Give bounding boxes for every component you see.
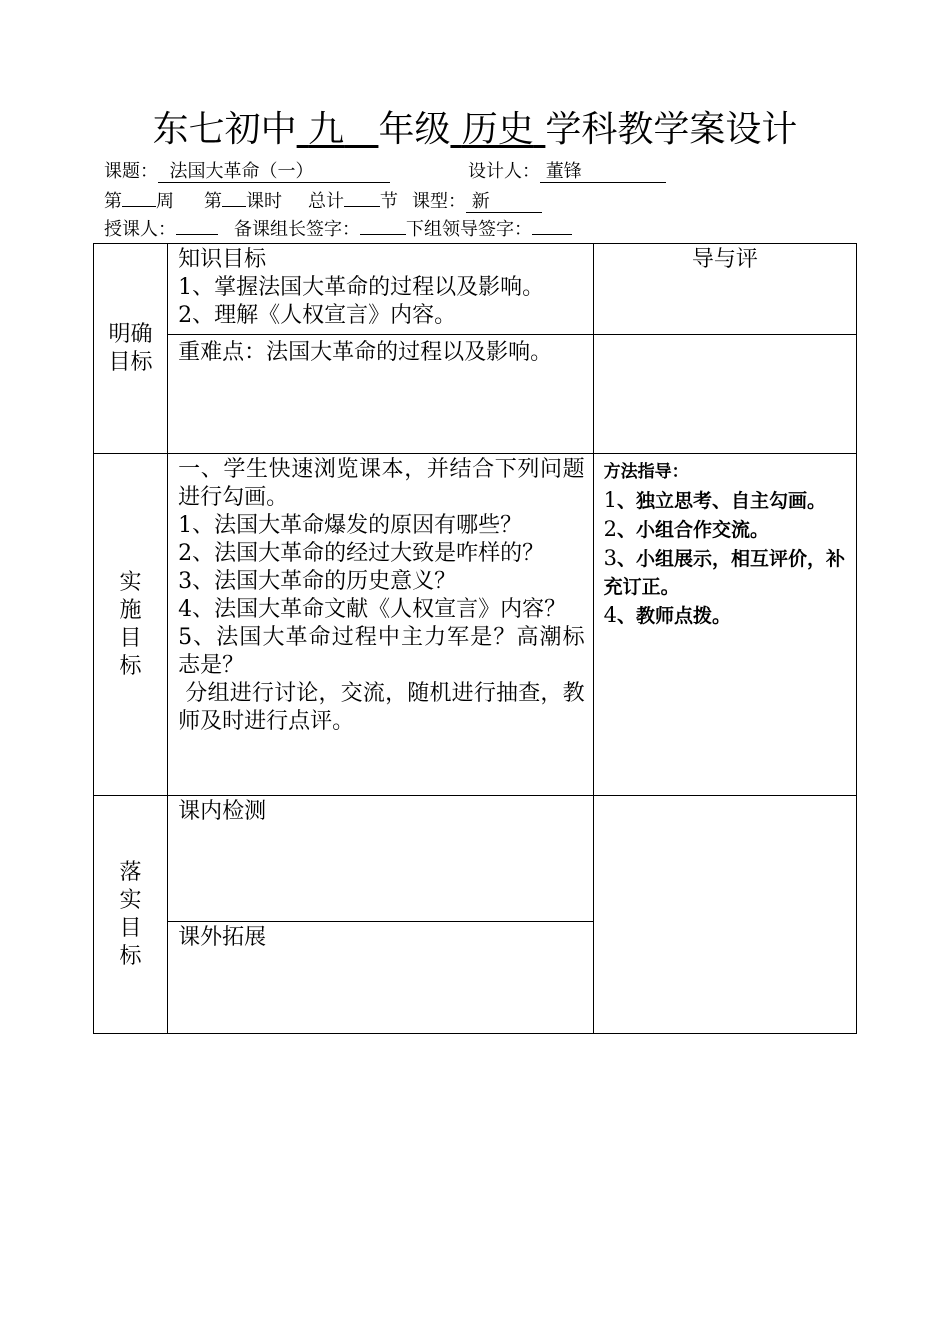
knowledge-item-2: 2、理解《人权宣言》内容。 — [178, 303, 457, 328]
week-blank — [122, 188, 156, 207]
guide-cell-empty-1 — [593, 335, 856, 454]
extension-cell — [168, 922, 594, 1034]
total-label: 总计 — [308, 191, 344, 212]
subject-value: 历史 — [461, 109, 534, 150]
lesson-prefix: 第 — [204, 191, 222, 212]
title-suffix: 学科教学案设计 — [545, 109, 798, 150]
extension-title: 课外拓展 — [178, 925, 267, 950]
row-implementation — [94, 454, 857, 796]
label-implementation: 实 施 目 标 — [94, 454, 168, 796]
leader-label: 备课组长签字： — [234, 219, 360, 240]
guide-cell-empty-2 — [593, 796, 856, 1034]
type-label: 课型： — [412, 191, 466, 212]
meta-line-schedule — [104, 188, 542, 214]
method-item-4: 4、教师点拨。 — [603, 603, 732, 627]
leader-blank — [360, 216, 406, 235]
method-item-3: 3、小组展示，相互评价，补充订正。 — [603, 546, 846, 598]
school-name: 东七初中 — [152, 109, 297, 150]
knowledge-goals-cell — [168, 244, 594, 335]
meta-line-signatures — [104, 216, 572, 242]
lesson-blank — [222, 188, 246, 207]
guide-header: 导与评 — [593, 244, 856, 335]
grade-suffix: 年级 — [378, 109, 451, 150]
topic-label: 课题： — [104, 161, 158, 182]
question-4: 4、法国大革命文献《人权宣言》内容？ — [178, 597, 567, 622]
dept-label: 下组领导签字： — [406, 219, 532, 240]
row-practice-inclass — [94, 796, 857, 922]
total-blank — [344, 188, 380, 207]
week-unit: 周 — [156, 191, 174, 212]
designer-label: 设计人： — [468, 161, 540, 182]
knowledge-item-1: 1、掌握法国大革命的过程以及影响。 — [178, 275, 545, 300]
method-title: 方法指导： — [603, 462, 689, 482]
question-1: 1、法国大革命爆发的原因有哪些？ — [178, 513, 523, 538]
lesson-unit: 课时 — [246, 191, 282, 212]
question-2: 2、法国大革命的经过大致是咋样的？ — [178, 541, 545, 566]
teacher-label: 授课人： — [104, 219, 176, 240]
in-class-test-cell — [168, 796, 594, 922]
lesson-plan-table — [93, 243, 857, 1034]
row-objectives-keypoints — [94, 335, 857, 454]
question-5: 5、法国大革命过程中主力军是？高潮标志是？ — [178, 625, 585, 678]
discussion-text: 分组进行讨论，交流，随机进行抽查，教师及时进行点评。 — [178, 681, 585, 734]
in-class-test-title: 课内检测 — [178, 799, 267, 824]
week-prefix: 第 — [104, 191, 122, 212]
knowledge-title: 知识目标 — [178, 247, 267, 272]
grade-value: 九 — [308, 109, 345, 150]
implementation-intro: 一、学生快速浏览课本，并结合下列问题进行勾画。 — [178, 457, 585, 510]
label-clear-goals: 明确 目标 — [94, 244, 168, 454]
row-objectives-knowledge — [94, 244, 857, 335]
key-points-text: 重难点：法国大革命的过程以及影响。 — [178, 340, 553, 365]
page-title — [0, 106, 950, 154]
implementation-cell — [168, 454, 594, 796]
teacher-blank — [176, 216, 218, 235]
method-guidance-cell — [593, 454, 856, 796]
question-3: 3、法国大革命的历史意义？ — [178, 569, 457, 594]
dept-blank — [532, 216, 572, 235]
topic-field: 法国大革命（一） — [158, 162, 390, 183]
key-points-cell — [168, 335, 594, 454]
method-item-1: 1、独立思考、自主勾画。 — [603, 488, 827, 512]
meta-line-topic — [104, 160, 666, 184]
designer-field: 董锋 — [540, 162, 666, 183]
type-field: 新 — [466, 192, 542, 213]
method-item-2: 2、小组合作交流。 — [603, 517, 770, 541]
section-unit: 节 — [380, 191, 398, 212]
label-practice: 落 实 目 标 — [94, 796, 168, 1034]
